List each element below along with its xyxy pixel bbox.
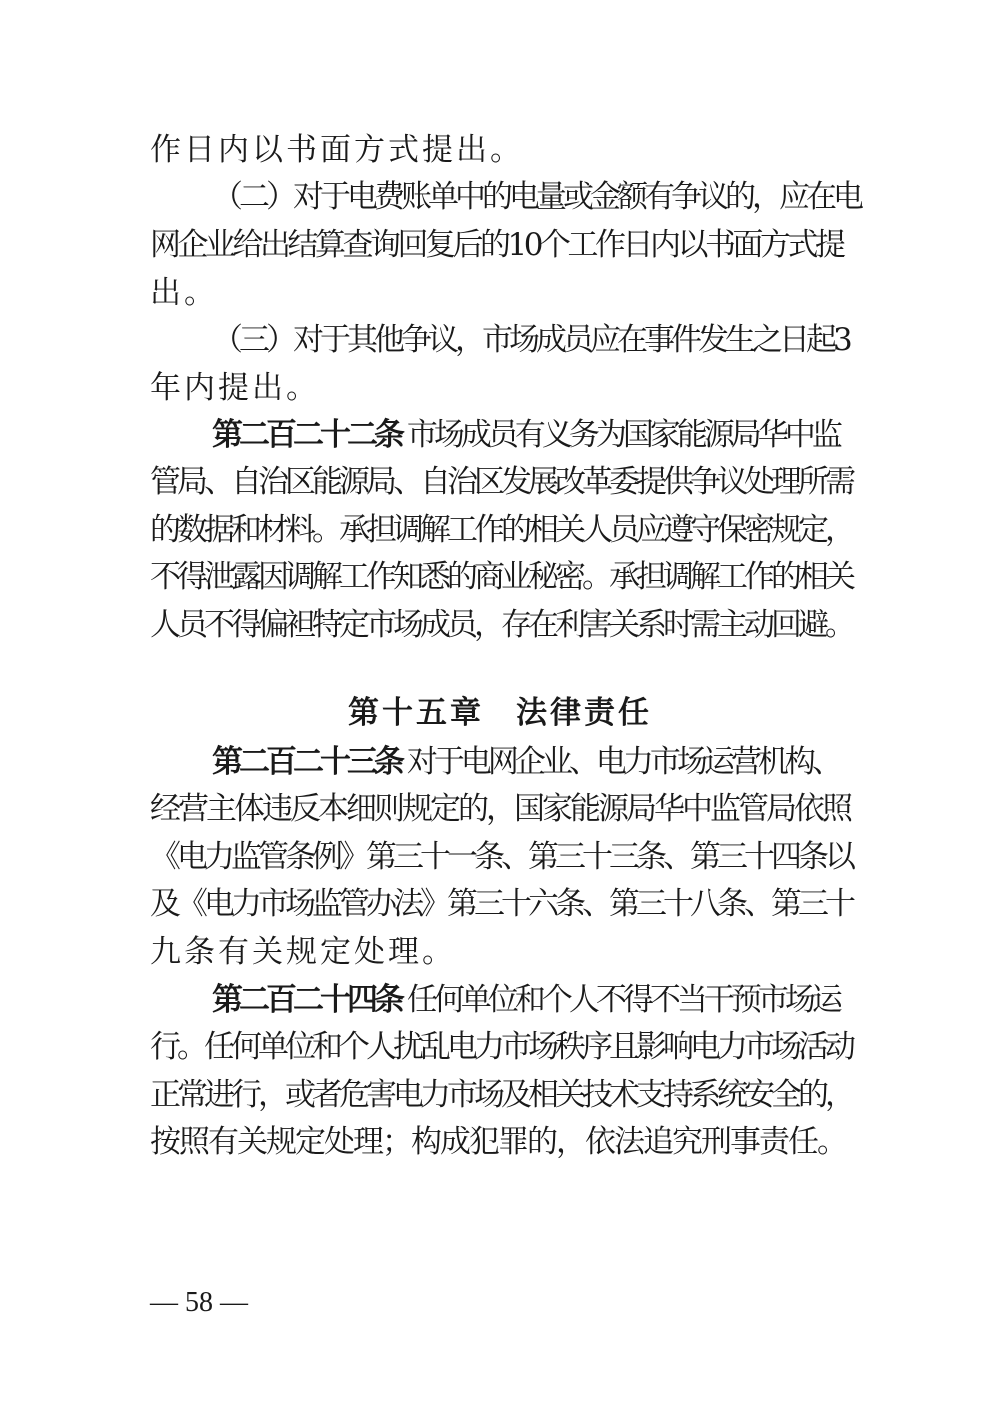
text-line: 按照有关规定处理；构成犯罪的，依法追究刑事责任。 [150,1124,846,1160]
article-heading: 第二百二十四条 [212,982,401,1018]
article-heading: 第二百二十二条 [212,417,401,453]
text-line: 不得泄露因调解工作知悉的商业秘密。承担调解工作的相关 [150,559,852,595]
text-line: （二）对于电费账单中的电量或金额有争议的，应在电 [212,179,860,215]
page-number: — 58 — [150,1287,248,1318]
text-line: 九条有关规定处理。 [150,934,456,970]
text-line: 经营主体违反本细则规定的，国家能源局华中监管局依照 [150,791,850,827]
article-heading: 第二百二十三条 [212,744,401,780]
text-line: 《电力监管条例》第三十一条、第三十三条、第三十四条以 [150,839,852,875]
text-line: 管局、自治区能源局、自治区发展改革委提供争议处理所需 [150,464,852,500]
text-line: 人员不得偏袒特定市场成员，存在利害关系时需主动回避。 [150,607,852,643]
text-line: 正常进行，或者危害电力市场及相关技术支持系统安全的， [150,1077,852,1113]
text-line: 作日内以书面方式提出。 [150,132,524,168]
text-line: 网企业给出结算查询回复后的10个工作日内以书面方式提 [150,227,843,263]
text-line: 及《电力市场监管办法》第三十六条、第三十八条、第三十 [150,886,852,922]
article-first-line: 第二百二十二条 市场成员有义务为国家能源局华中监 [212,417,839,453]
chapter-heading [0,693,1000,733]
text-line: 的数据和材料。承担调解工作的相关人员应遵守保密规定， [150,512,852,548]
text-line: 行。任何单位和个人扰乱电力市场秩序且影响电力市场活动 [150,1029,852,1065]
text-line: 出。 [150,275,218,311]
text-line: 年内提出。 [150,370,320,406]
text-line: （三）对于其他争议，市场成员应在事件发生之日起3 [212,322,849,358]
chapter-number: 第十五章 [348,695,484,731]
chapter-title: 法律责任 [516,695,652,731]
article-first-line: 第二百二十四条 任何单位和个人不得不当干预市场运 [212,982,839,1018]
article-first-line: 第二百二十三条 对于电网企业、电力市场运营机构、 [212,744,839,780]
